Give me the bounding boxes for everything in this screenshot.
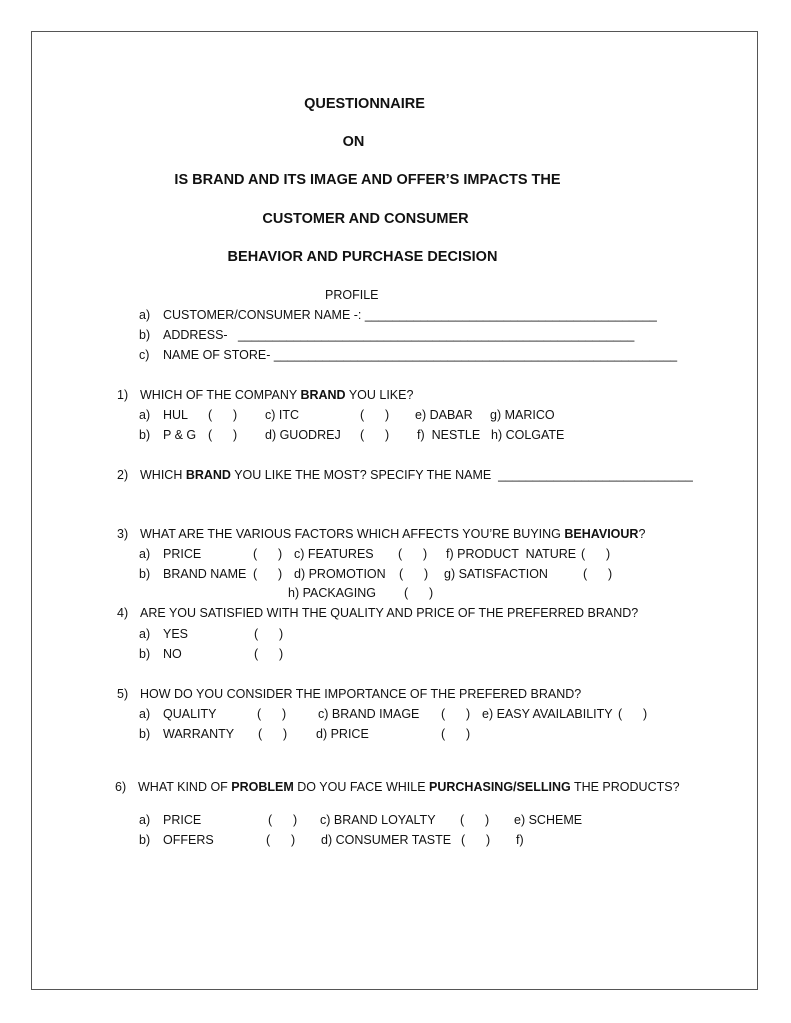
q1-checkbox-hul: ( )	[208, 408, 238, 422]
q4-option-yes: YES	[163, 627, 189, 641]
q3-checkbox-satisfaction: ( )	[583, 567, 613, 581]
q6-option-consumer-taste: d) CONSUMER TASTE	[321, 833, 452, 847]
q1-option-dabar: e) DABAR	[415, 408, 473, 422]
q6-option-price: PRICE	[163, 813, 202, 827]
q1-option-marico: g) MARICO	[490, 408, 555, 422]
q1-option-guodrej: d) GUODREJ	[265, 428, 341, 442]
q5-a-marker: a)	[139, 707, 151, 721]
q2-question: WHICH BRAND YOU LIKE THE MOST? SPECIFY THE NAME ____________________________	[140, 468, 693, 482]
q3-checkbox-brand-name: ( )	[253, 567, 283, 581]
q5-option-brand-image: c) BRAND IMAGE	[318, 707, 420, 721]
q1-option-pg: P & G	[163, 428, 197, 442]
q3-checkbox-product-nature: ( )	[581, 547, 611, 561]
q6-question: WHAT KIND OF PROBLEM DO YOU FACE WHILE PURCHASING/SELLING THE PRODUCTS?	[138, 780, 680, 794]
q1-checkbox-guodrej: ( )	[360, 428, 390, 442]
q1-checkbox-pg: ( )	[208, 428, 238, 442]
q1-option-colgate: h) COLGATE	[491, 428, 565, 442]
q3-a-marker: a)	[139, 547, 151, 561]
q3-checkbox-packaging: ( )	[404, 586, 434, 600]
q1-a-marker: a)	[139, 408, 151, 422]
q1-question: WHICH OF THE COMPANY BRAND YOU LIKE?	[140, 388, 414, 402]
q3-checkbox-features: ( )	[398, 547, 428, 561]
title-topic-line2: CUSTOMER AND CONSUMER	[262, 211, 469, 227]
title-topic-line1: IS BRAND AND ITS IMAGE AND OFFER’S IMPACTS THE	[174, 172, 561, 188]
q5-b-marker: b)	[139, 727, 151, 741]
q5-question: HOW DO YOU CONSIDER THE IMPORTANCE OF THE PREFERED BRAND?	[140, 687, 582, 701]
q5-option-easy-availability: e) EASY AVAILABILITY	[482, 707, 613, 721]
q1-b-marker: b)	[139, 428, 151, 442]
q4-question: ARE YOU SATISFIED WITH THE QUALITY AND PRICE OF THE PREFERRED BRAND?	[140, 606, 639, 620]
q4-option-no: NO	[163, 647, 182, 661]
q5-number: 5)	[117, 687, 129, 701]
title-questionnaire: QUESTIONNAIRE	[304, 96, 425, 112]
profile-c-marker: c)	[139, 348, 150, 362]
q4-b-marker: b)	[139, 647, 151, 661]
q5-option-price: d) PRICE	[316, 727, 369, 741]
q2-number: 2)	[117, 468, 129, 482]
q6-option-f: f)	[516, 833, 524, 847]
q1-number: 1)	[117, 388, 129, 402]
q3-option-features: c) FEATURES	[294, 547, 374, 561]
q3-number: 3)	[117, 527, 129, 541]
title-topic-line3: BEHAVIOR AND PURCHASE DECISION	[227, 249, 498, 265]
q6-checkbox-brand-loyalty: ( )	[460, 813, 490, 827]
q3-b-marker: b)	[139, 567, 151, 581]
q1-option-hul: HUL	[163, 408, 189, 422]
profile-name-field: CUSTOMER/CONSUMER NAME -: __________________________________________	[163, 308, 657, 322]
q6-b-marker: b)	[139, 833, 151, 847]
q4-number: 4)	[117, 606, 129, 620]
q5-option-warranty: WARRANTY	[163, 727, 235, 741]
q3-checkbox-price: ( )	[253, 547, 283, 561]
q5-option-quality: QUALITY	[163, 707, 217, 721]
profile-store-field: NAME OF STORE- __________________________________________________________	[163, 348, 678, 362]
q6-option-offers: OFFERS	[163, 833, 214, 847]
q4-checkbox-yes: ( )	[254, 627, 284, 641]
q5-checkbox-brand-image: ( )	[441, 707, 471, 721]
q6-checkbox-price: ( )	[268, 813, 298, 827]
q3-option-price: PRICE	[163, 547, 202, 561]
q4-checkbox-no: ( )	[254, 647, 284, 661]
q3-option-promotion: d) PROMOTION	[294, 567, 386, 581]
q6-option-scheme: e) SCHEME	[514, 813, 583, 827]
q3-checkbox-promotion: ( )	[399, 567, 429, 581]
q5-checkbox-warranty: ( )	[258, 727, 288, 741]
profile-heading: PROFILE	[325, 288, 379, 302]
q6-number: 6)	[115, 780, 127, 794]
q6-option-brand-loyalty: c) BRAND LOYALTY	[320, 813, 436, 827]
profile-a-marker: a)	[139, 308, 151, 322]
profile-address-field: ADDRESS- _________________________________________________________	[163, 328, 635, 342]
profile-b-marker: b)	[139, 328, 151, 342]
q6-checkbox-consumer-taste: ( )	[461, 833, 491, 847]
q3-option-product-nature: f) PRODUCT NATURE	[446, 547, 577, 561]
q1-checkbox-itc: ( )	[360, 408, 390, 422]
q6-a-marker: a)	[139, 813, 151, 827]
q1-option-itc: c) ITC	[265, 408, 300, 422]
q5-checkbox-easy-availability: ( )	[618, 707, 648, 721]
q5-checkbox-quality: ( )	[257, 707, 287, 721]
q3-option-packaging: h) PACKAGING	[288, 586, 376, 600]
q3-question: WHAT ARE THE VARIOUS FACTORS WHICH AFFECTS YOU’RE BUYING BEHAVIOUR?	[140, 527, 646, 541]
q3-option-brand-name: BRAND NAME	[163, 567, 247, 581]
q5-checkbox-price: ( )	[441, 727, 471, 741]
q4-a-marker: a)	[139, 627, 151, 641]
q1-option-nestle: f) NESTLE	[417, 428, 481, 442]
q3-option-satisfaction: g) SATISFACTION	[444, 567, 548, 581]
q6-checkbox-offers: ( )	[266, 833, 296, 847]
title-on: ON	[342, 134, 365, 150]
